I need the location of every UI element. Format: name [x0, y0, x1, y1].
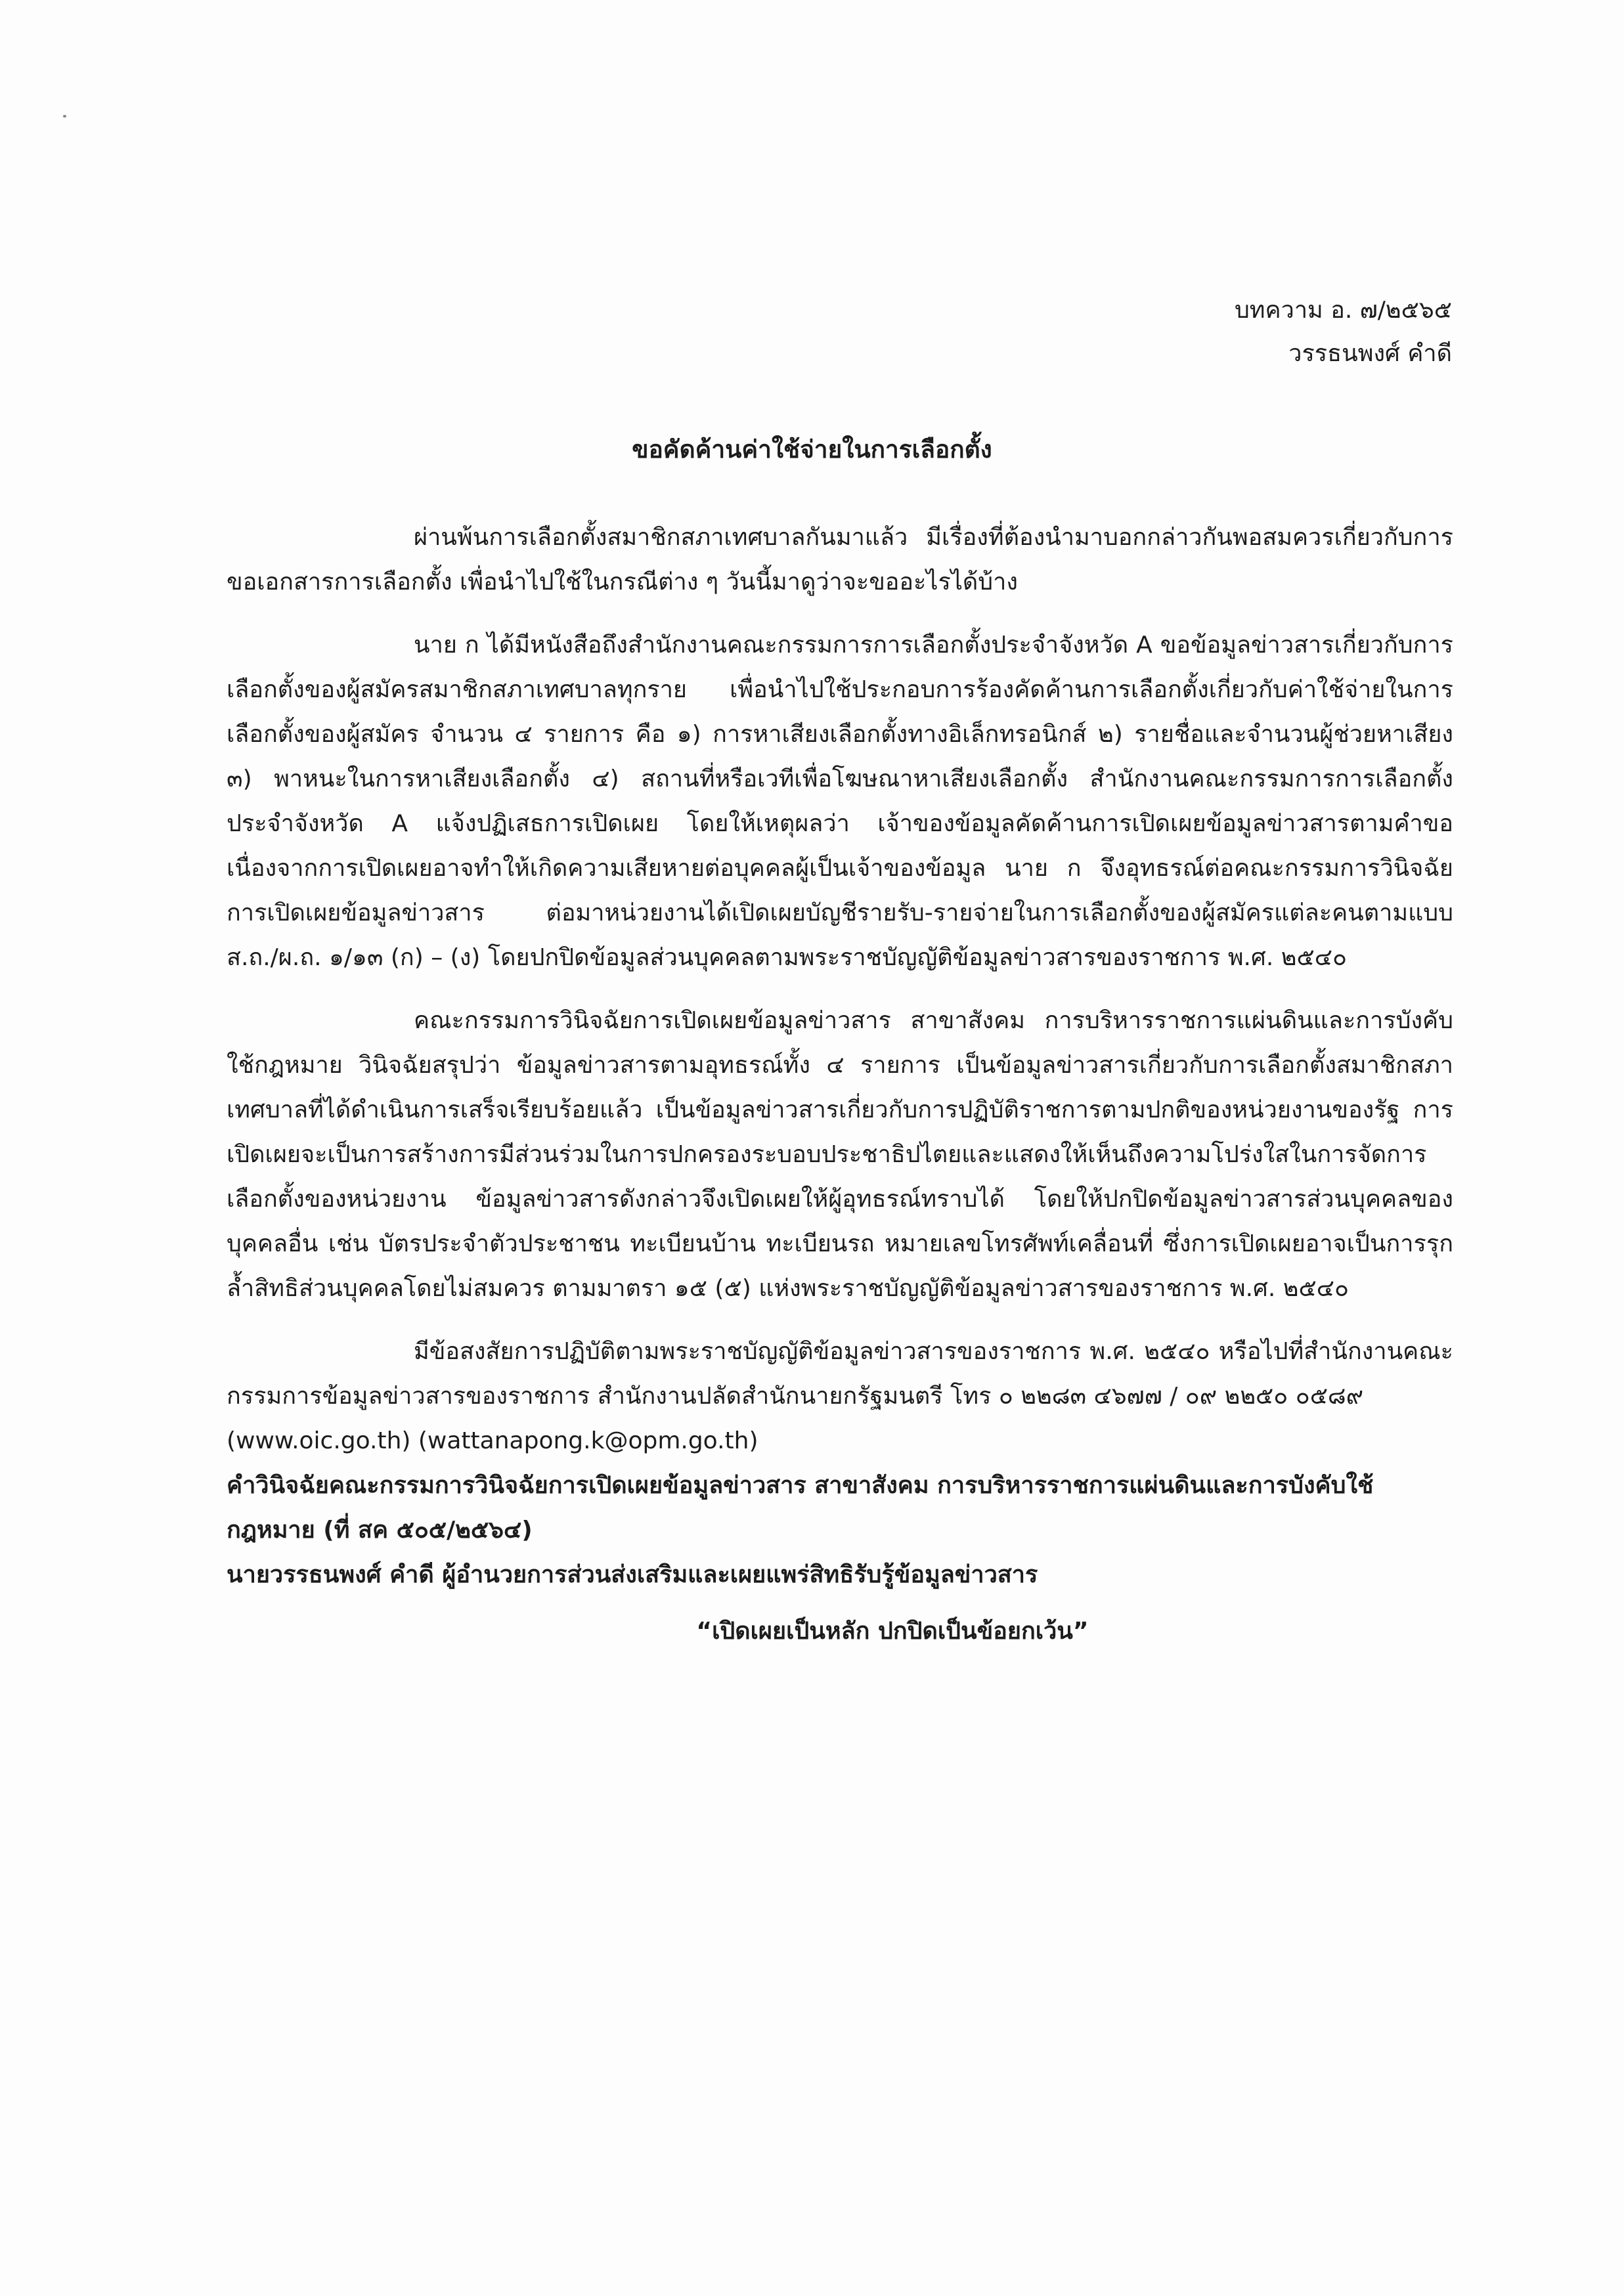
motto: “เปิดเผยเป็นหลัก ปกปิดเป็นข้อยกเว้น”: [696, 1618, 1089, 1645]
decision-reference: คำวินิจฉัยคณะกรรมการวินิจฉัยการเปิดเผยข้อมูลข่าวสาร สาขาสังคม การบริหารราชการแผ่นดินและการบังคับใช้กฎหมาย (ที่ สค ๕๐๕/๒๕๖๔): [227, 1472, 1374, 1544]
paragraph-case-facts: นาย ก ได้มีหนังสือถึงสำนักงานคณะกรรมการการเลือกตั้งประจำจังหวัด A ขอข้อมูลข่าวสารเกี่ยวกับการเลือกตั้งของผู้สมัครสมาชิกสภาเทศบาลทุกราย เพื่อนำไปใช้ประกอบการร้องคัดค้านการเลือกตั้งเกี่ยวกับค่าใช้จ่ายในการเลือกตั้งของผู้สมัคร จำนวน ๔ รายการ คือ ๑) การหาเสียงเลือกตั้งทางอิเล็กทรอนิกส์ ๒) รายชื่อและจำนวนผู้ช่วยหาเสียง ๓) พาหนะในการหาเสียงเลือกตั้ง ๔) สถานที่หรือเวทีเพื่อโฆษณาหาเสียงเลือกตั้ง สำนักงานคณะกรรมการการเลือกตั้งประจำจังหวัด A แจ้งปฏิเสธการเปิดเผย โดยให้เหตุผลว่า เจ้าของข้อมูลคัดค้านการเปิดเผยข้อมูลข่าวสารตามคำขอเนื่องจากการเปิดเผยอาจทำให้เกิดความเสียหายต่อบุคคลผู้เป็นเจ้าของข้อมูล นาย ก จึงอุทธรณ์ต่อคณะกรรมการวินิจฉัยการเปิดเผยข้อมูลข่าวสาร ต่อมาหน่วยงานได้เปิดเผยบัญชีรายรับ-รายจ่ายในการเลือกตั้งของผู้สมัครแต่ละคนตามแบบ ส.ถ./ผ.ถ. ๑/๑๓ (ก) – (ง) โดยปกปิดข้อมูลส่วนบุคคลตามพระราชบัญญัติข้อมูลข่าวสารของราชการ พ.ศ. ๒๕๔๐: [227, 632, 1453, 971]
document-reference: บทความ อ. ๗/๒๕๖๕: [1234, 297, 1452, 324]
author-signature-line: นายวรรธนพงศ์ คำดี ผู้อำนวยการส่วนส่งเสริมและเผยแพร่สิทธิรับรู้ข้อมูลข่าวสาร: [227, 1561, 1038, 1588]
document-body: [227, 515, 1453, 1654]
contact-links: (www.oic.go.th) (wattanapong.k@opm.go.th): [227, 1427, 758, 1454]
author-name: วรรธนพงศ์ คำดี: [1288, 340, 1452, 367]
document-header: [1235, 289, 1452, 376]
scan-speck: [63, 115, 66, 118]
paragraph-intro: ผ่านพ้นการเลือกตั้งสมาชิกสภาเทศบาลกันมาแล้ว มีเรื่องที่ต้องนำมาบอกกล่าวกันพอสมควรเกี่ยวกับการขอเอกสารการเลือกตั้ง เพื่อนำไปใช้ในกรณีต่าง ๆ วันนี้มาดูว่าจะขออะไรได้บ้าง: [227, 524, 1453, 596]
paragraph-decision: คณะกรรมการวินิจฉัยการเปิดเผยข้อมูลข่าวสาร สาขาสังคม การบริหารราชการแผ่นดินและการบังคับใช้กฎหมาย วินิจฉัยสรุปว่า ข้อมูลข่าวสารตามอุทธรณ์ทั้ง ๔ รายการ เป็นข้อมูลข่าวสารเกี่ยวกับการเลือกตั้งสมาชิกสภาเทศบาลที่ได้ดำเนินการเสร็จเรียบร้อยแล้ว เป็นข้อมูลข่าวสารเกี่ยวกับการปฏิบัติราชการตามปกติของหน่วยงานของรัฐ การเปิดเผยจะเป็นการสร้างการมีส่วนร่วมในการปกครองระบอบประชาธิปไตยและแสดงให้เห็นถึงความโปร่งใสในการจัดการเลือกตั้งของหน่วยงาน ข้อมูลข่าวสารดังกล่าวจึงเปิดเผยให้ผู้อุทธรณ์ทราบได้ โดยให้ปกปิดข้อมูลข่าวสารส่วนบุคคลของบุคคลอื่น เช่น บัตรประจำตัวประชาชน ทะเบียนบ้าน ทะเบียนรถ หมายเลขโทรศัพท์เคลื่อนที่ ซึ่งการเปิดเผยอาจเป็นการรุกล้ำสิทธิส่วนบุคคลโดยไม่สมควร ตามมาตรา ๑๕ (๕) แห่งพระราชบัญญัติข้อมูลข่าวสารของราชการ พ.ศ. ๒๕๔๐: [227, 1007, 1453, 1302]
paragraph-contact: มีข้อสงสัยการปฏิบัติตามพระราชบัญญัติข้อมูลข่าวสารของราชการ พ.ศ. ๒๕๔๐ หรือไปที่สำนักงานคณะกรรมการข้อมูลข่าวสารของราชการ สำนักงานปลัดสำนักนายกรัฐมนตรี โทร ๐ ๒๒๘๓ ๔๖๗๗ / ๐๙ ๒๒๕๐ ๐๕๘๙: [227, 1338, 1453, 1410]
document-title: ขอคัดค้านค่าใช้จ่ายในการเลือกตั้ง: [632, 435, 992, 464]
